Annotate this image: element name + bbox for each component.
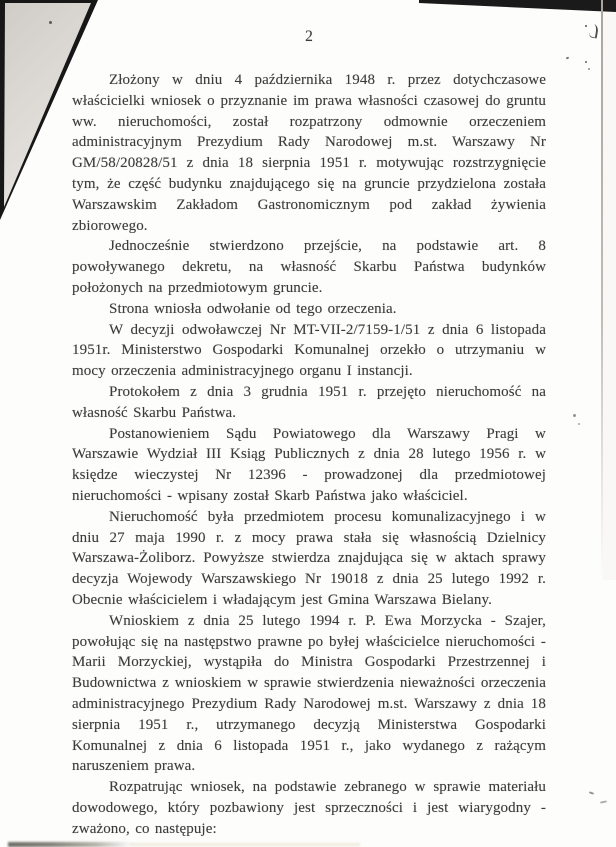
scan-streak-bottom [130, 843, 360, 846]
scan-speck [600, 800, 607, 803]
paragraph-postanowienie-sadu: Postanowieniem Sądu Powiatowego dla Warszawy Pragi w Warszawie Wydział III Ksiąg Publicznych z dnia 28 lutego 1956 r. w księdze wieczystej Nr 12396 - prowadzonej dla przedmiotowej nieruchomości - wpisany został Skarb Państwa jako właściciel. [72, 425, 546, 504]
paragraph-decyzja-odwolawcza: W decyzji odwoławczej Nr MT-VII-2/7159-1/51 z dnia 6 listopada 1951r. Ministerstwo Gospodarki Komunalnej orzekło o utrzymaniu w mocy orzeczenia administracyjnego organu I instancji. [72, 321, 546, 380]
scan-speck [588, 23, 599, 38]
scan-edge-top-right [419, 0, 616, 13]
paragraph-przejscie-skarb: Jednocześnie stwierdzono przejście, na podstawie art. 8 powoływanego dekretu, na własność Skarbu Państwa budynków położonych na przedmiotowym gruncie. [72, 238, 546, 296]
scan-speck [566, 57, 570, 60]
scan-speck [49, 21, 52, 24]
document-body [72, 28, 546, 839]
paragraph-odwolanie: Strona wniosła odwołanie od tego orzeczenia. [109, 300, 397, 317]
paragraph-komunalizacja: Nieruchomość była przedmiotem procesu komunalizacyjnego i w dniu 27 maja 1990 r. z mocy prawa stała się własnością Dzielnicy Warszawa-Żoliborz. Powyższe stwierdza znajdująca się w aktach sprawy decyzja Wojewody Warszawskiego Nr 19018 z dnia 25 lutego 1992 r. Obecnie właścicielem i władającym jest Gmina Warszawa Bielany. [72, 508, 546, 608]
page-number: 2 [305, 28, 313, 45]
paragraph-protokol-1951: Protokołem z dnia 3 grudnia 1951 r. przejęto nieruchomość na własność Skarbu Państwa. [72, 383, 546, 421]
scan-speck [578, 423, 580, 425]
scan-speck [588, 68, 590, 70]
paragraph-wniosek-1948: Złożony w dniu 4 października 1948 r. przez dotychczasowe właścicielki wniosek o przyznanie im prawa własności czasowej do gruntu ww. nieruchomości, został rozpatrzony odmownie orzeczeniem administracyjnym Prezydium Rady Narodowej m.st. Warszawy Nr GM/58/20828/51 z dnia 18 sierpnia 1951 r. motywując rozstrzygnięcie tym, że część budynku znajdującego się na gruncie przydzielona została Warszawskim Zakładom Gastronomicznym pod zakład żywienia zbiorowego. [72, 72, 546, 234]
scan-margin-shade [603, 0, 616, 580]
scan-smudge-bottom-left [8, 842, 133, 847]
scan-speck [589, 791, 594, 795]
paragraph-wniosek-1994: Wnioskiem z dnia 25 lutego 1994 r. P. Ewa Morzycka - Szajer, powołując się na następstwo prawne po byłej właścicielce nieruchomości - Marii Morzyckiej, wystąpiła do Ministra Gospodarki Przestrzennej i Budownictwa z wnioskiem w sprawie stwierdzenia nieważności orzeczenia administracyjnego Prezydium Rady Narodowej m.st. Warszawy z dnia 18 sierpnia 1951 r., utrzymanego decyzją Ministerstwa Gospodarki Komunalnej z dnia 6 listopada 1951 r., jako wydanego z rażącym naruszeniem prawa. [72, 612, 546, 775]
scan-speck [585, 61, 587, 63]
scan-speck [585, 25, 587, 27]
paragraph-rozpatrzenie: Rozpatrując wniosek, na podstawie zebranego w sprawie materiału dowodowego, który pozbawiony jest sprzeczności i jest wiarygodny - zważono, co następuje: [72, 779, 546, 837]
scan-speck [573, 414, 576, 417]
